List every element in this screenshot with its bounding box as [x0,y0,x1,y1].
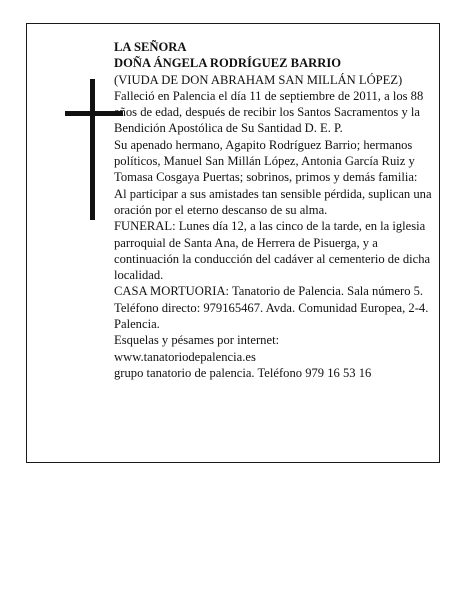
mortuary-paragraph: CASA MORTUORIA: Tanatorio de Palencia. Sala número 5. Teléfono directo: 979165467. Avda. Comunidad Europea, 2-4. Palencia. [114,284,429,332]
deceased-name: DOÑA ÁNGELA RODRÍGUEZ BARRIO [114,56,342,71]
funeral-paragraph: FUNERAL: Lunes día 12, a las cinco de la tarde, en la iglesia parroquial de Santa Ana, de Herrera de Pisuerga, y a continuación la conducción del cadáver al cementerio de dicha localidad. [114,219,431,283]
obituary-text [114,39,436,381]
family-paragraph: Su apenado hermano, Agapito Rodríguez Barrio; hermanos políticos, Manuel San Millán López, Antonia García Ruiz y Tomasa Cosgaya Puertas; sobrinos, primos y demás familia: [114,137,418,185]
footer-contact-line: grupo tanatorio de palencia. Teléfono 979 16 53 16 [114,365,372,380]
widow-of-line: (VIUDA DE DON ABRAHAM SAN MILLÁN LÓPEZ) [114,72,403,87]
internet-condolences-line: Esquelas y pésames por internet: [114,333,280,348]
death-paragraph: Falleció en Palencia el día 11 de septiembre de 2011, a los 88 años de edad, después de recibir los Santos Sacramentos y la Bendición Apostólica de Su Santidad D. E. P. [114,88,424,136]
cross-vertical-bar [90,79,95,220]
website-line: www.tanatoriodepalencia.es [114,349,256,364]
heading-title: LA SEÑORA [114,40,187,54]
request-paragraph: Al participar a sus amistades tan sensible pérdida, suplican una oración por el eterno descanso de su alma. [114,186,432,217]
